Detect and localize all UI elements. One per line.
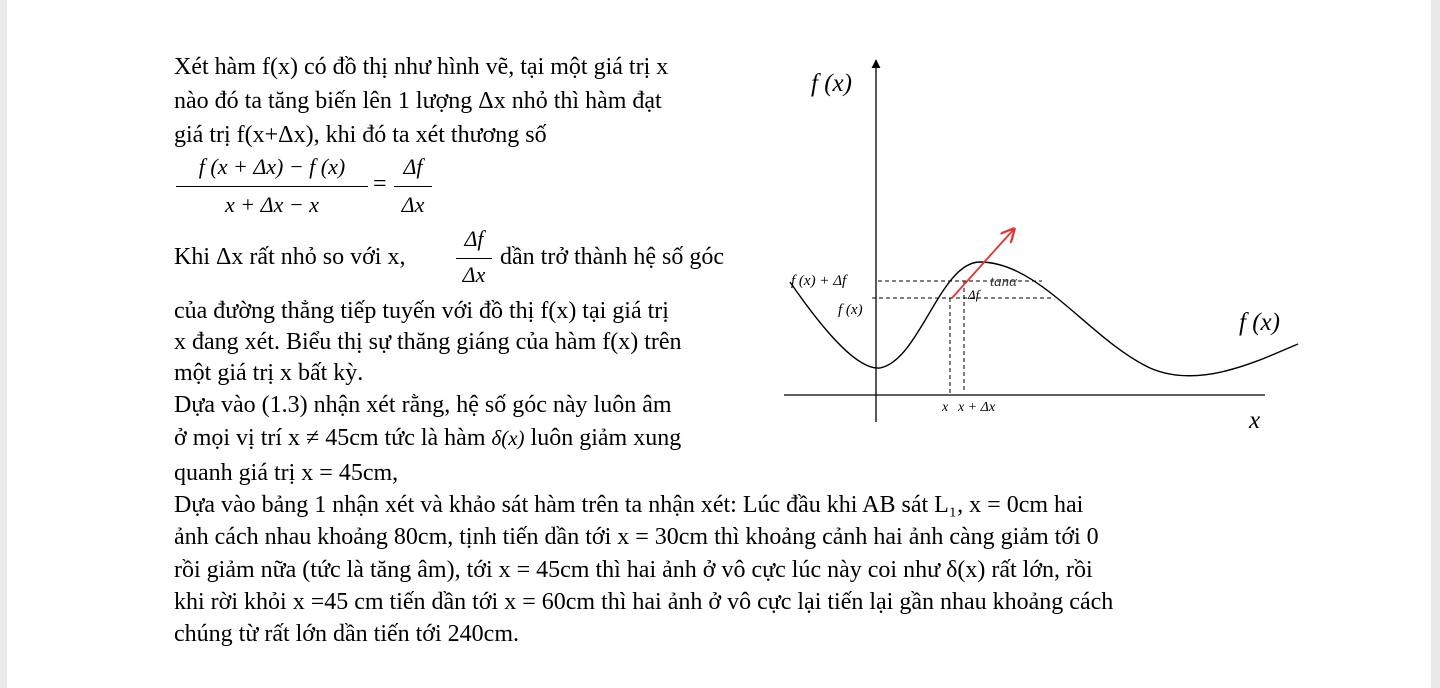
slope-prefix: Khi Δx rất nhỏ so với x, <box>174 244 406 270</box>
slope-line-2: của đường thẳng tiếp tuyến với đồ thị f(x) tại giá trị <box>174 298 669 324</box>
f-plus-delta-label: f (x) + Δf <box>791 273 847 289</box>
f-label: f (x) <box>838 302 863 318</box>
quotient-denominator: x + Δx − x <box>225 192 319 217</box>
slope-fraction-denominator: Δx <box>462 262 486 287</box>
difference-quotient <box>176 152 368 220</box>
conclusion-line-2: ảnh cách nhau khoảng 80cm, tịnh tiến dần tới x = 30cm thì khoảng cảnh hai ảnh càng giảm tới 0 <box>174 524 1099 550</box>
intro-line-1: Xét hàm f(x) có đồ thị như hình vẽ, tại một giá trị x <box>174 54 669 80</box>
slope-fraction-numerator: Δf <box>464 226 484 251</box>
conclusion-line-4: khi rời khỏi x =45 cm tiến dần tới x = 60cm thì hai ảnh ở vô cực lại tiến lại gần nhau khoảng cách <box>174 589 1114 615</box>
delta-function-symbol: δ(x) <box>491 426 525 450</box>
conclusion-line-3: rồi giảm nữa (tức là tăng âm), tới x = 45cm thì hai ảnh ở vô cực lúc này coi như δ(x) rất lớn, rồi <box>174 557 1093 583</box>
delta-ratio-denominator: Δx <box>401 192 425 217</box>
conclusion-line-1: Dựa vào bảng 1 nhận xét và khảo sát hàm trên ta nhận xét: Lúc đầu khi AB sát L₁, x = 0cm hai <box>174 492 1084 518</box>
curve-label: f (x) <box>1239 309 1280 336</box>
x-plus-dx-tick-label: x + Δx <box>958 400 996 415</box>
derivative-figure <box>770 40 1310 440</box>
quotient-bar <box>176 186 368 187</box>
slope-line-6-prefix: ở mọi vị trí x ≠ 45cm tức là hàm <box>174 425 486 451</box>
delta-ratio-bar <box>394 186 432 187</box>
conclusion-line-5: chúng từ rất lớn dần tiến tới 240cm. <box>174 621 519 647</box>
slope-line-4: một giá trị x bất kỳ. <box>174 360 364 386</box>
slope-line-7: quanh giá trị x = 45cm, <box>174 460 399 486</box>
delta-ratio <box>394 152 432 220</box>
delta-ratio-numerator: Δf <box>403 154 423 179</box>
function-curve <box>790 262 1298 376</box>
slope-line-6 <box>174 423 681 453</box>
intro-line-3: giá trị f(x+Δx), khi đó ta xét thương số <box>174 122 547 148</box>
slope-line-6-suffix: luôn giảm xung <box>530 425 682 451</box>
slope-fraction-bar <box>456 258 492 259</box>
tan-alpha-label: tanα <box>990 274 1018 290</box>
quotient-numerator: f (x + Δx) − f (x) <box>198 154 346 179</box>
y-axis-label: f (x) <box>811 70 852 97</box>
slope-suffix: dần trở thành hệ số góc <box>500 244 724 270</box>
quotient-equals: = <box>373 171 387 197</box>
x-axis-label: x <box>1249 407 1261 434</box>
delta-f-label: Δf <box>968 287 980 302</box>
slope-fraction <box>456 224 492 290</box>
x-tick-label: x <box>942 400 949 415</box>
slope-line-3: x đang xét. Biểu thị sự thăng giáng của hàm f(x) trên <box>174 329 682 355</box>
intro-line-2: nào đó ta tăng biến lên 1 lượng Δx nhỏ thì hàm đạt <box>174 88 662 114</box>
slope-line-5: Dựa vào (1.3) nhận xét rằng, hệ số góc này luôn âm <box>174 392 672 418</box>
